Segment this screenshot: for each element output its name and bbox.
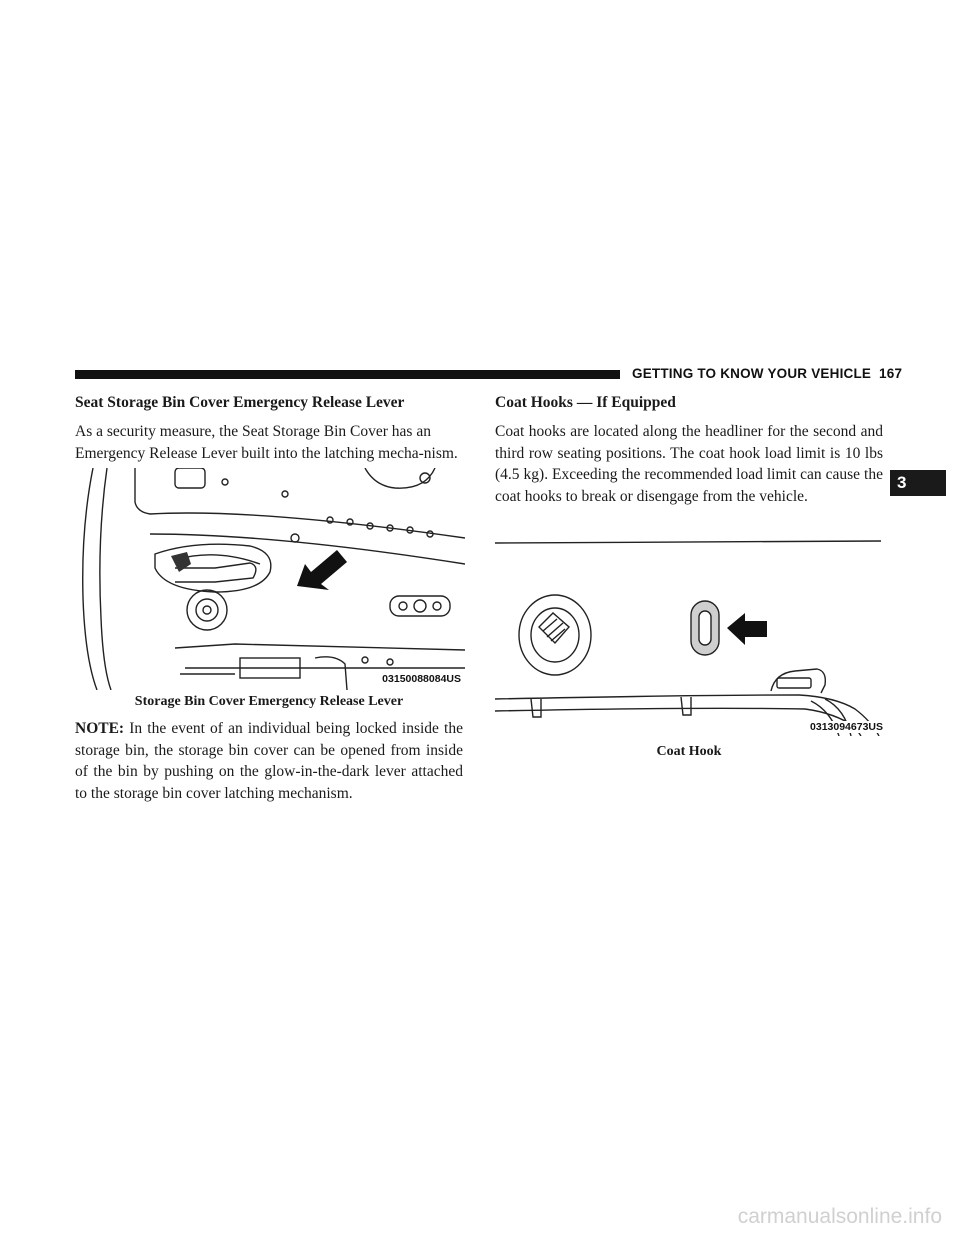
left-column [75,393,463,804]
note-label: NOTE: [75,720,125,737]
storage-bin-illustration [75,468,465,690]
figure-caption: Storage Bin Cover Emergency Release Lever [134,694,404,709]
right-column [495,393,883,762]
chapter-tab: 3 [890,470,946,496]
storage-bin-body: As a security measure, the Seat Storage Bin Cover has an Emergency Release Lever built into the latching mecha-nism. [75,423,458,462]
section-heading-storage-bin: Seat Storage Bin Cover Emergency Release Lever [75,394,405,411]
coat-hooks-body: Coat hooks are located along the headliner for the second and third row seating positions. The coat hook load limit is 10 lbs (4.5 kg). Exceeding the recommended load limit can cause the coat hooks to break or disengage from the vehicle. [495,423,883,505]
storage-bin-figure [75,468,465,690]
note-paragraph [75,718,463,804]
figure-caption: Coat Hook [656,744,722,759]
running-header [632,366,902,381]
note-text: In the event of an individual being locked inside the storage bin, the storage bin cover can be opened from inside of the bin by pushing on the glow-in-the-dark lever attached to the storage bin cover latching mechanism. [75,720,463,802]
page-number: 167 [879,366,903,381]
coat-hook-figure [495,531,885,736]
coat-hook-illustration [495,531,885,736]
section-heading-coat-hooks: Coat Hooks — If Equipped [495,394,676,411]
header-rule [75,370,620,379]
watermark: carmanualsonline.info [737,1205,942,1228]
section-title: GETTING TO KNOW YOUR VEHICLE [632,366,872,381]
figure-code: 0313094673US [810,721,883,733]
figure-code: 03150088084US [382,673,461,685]
